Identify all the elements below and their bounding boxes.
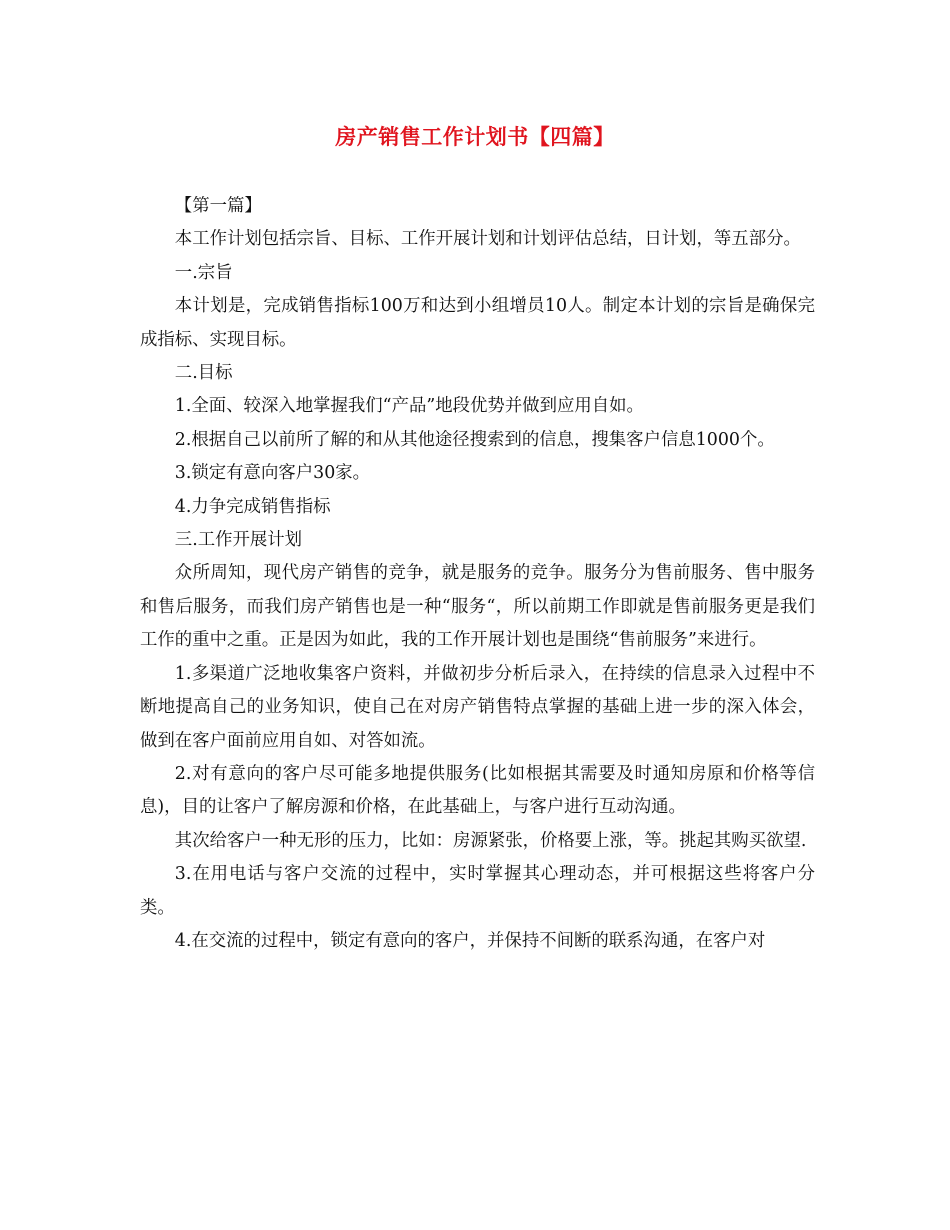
- paragraph-goal-4: 4.力争完成销售指标: [174, 496, 331, 517]
- paragraph-heading-plan: 三.工作开展计划: [174, 530, 303, 551]
- paragraph-goal-1: 1.全面、较深入地掌握我们“产品”地段优势并做到应用自如。: [174, 396, 644, 417]
- paragraph-plan-2-cont: 其次给客户一种无形的压力，比如：房源紧张，价格要上涨，等。挑起其购买欲望.: [174, 830, 807, 851]
- paragraph-plan-3: 3.在用电话与客户交流的过程中，实时掌握其心理动态，并可根据这些将客户分类。: [140, 864, 815, 918]
- paragraph-intro: 本工作计划包括宗旨、目标、工作开展计划和计划评估总结，日计划，等五部分。: [174, 229, 801, 250]
- paragraph-goal-2: 2.根据自己以前所了解的和从其他途径搜索到的信息，搜集客户信息1000个。: [174, 429, 775, 450]
- document-title: 房产销售工作计划书【四篇】: [335, 124, 615, 149]
- paragraph-purpose: 本计划是，完成销售指标100万和达到小组增员10人。制定本计划的宗旨是确保完成指标、实现目标。: [140, 296, 815, 350]
- paragraph-heading-purpose: 一.宗旨: [174, 262, 233, 283]
- document-body: [140, 190, 815, 958]
- paragraph-plan-2: 2.对有意向的客户尽可能多地提供服务(比如根据其需要及时通知房原和价格等信息)，目的让客户了解房源和价格，在此基础上，与客户进行互动沟通。: [140, 763, 815, 818]
- paragraph-plan-intro: 众所周知，现代房产销售的竞争，就是服务的竞争。服务分为售前服务、售中服务和售后服务，而我们房产销售也是一种“服务“，所以前期工作即就是售前服务更是我们工作的重中之重。正是因为如此，我的工作开展计划也是围绕“售前服务”来进行。: [140, 563, 815, 651]
- paragraph-plan-1: 1.多渠道广泛地收集客户资料，并做初步分析后录入，在持续的信息录入过程中不断地提高自己的业务知识，使自己在对房产销售特点掌握的基础上进一步的深入体会，做到在客户面前应用自如、对答如流。: [140, 663, 815, 751]
- paragraph-section-heading: 【第一篇】: [174, 196, 262, 216]
- paragraph-heading-goals: 二.目标: [174, 363, 233, 384]
- paragraph-plan-4: 4.在交流的过程中，锁定有意向的客户，并保持不间断的联系沟通，在客户对: [174, 930, 766, 951]
- paragraph-goal-3: 3.锁定有意向客户30家。: [174, 463, 371, 484]
